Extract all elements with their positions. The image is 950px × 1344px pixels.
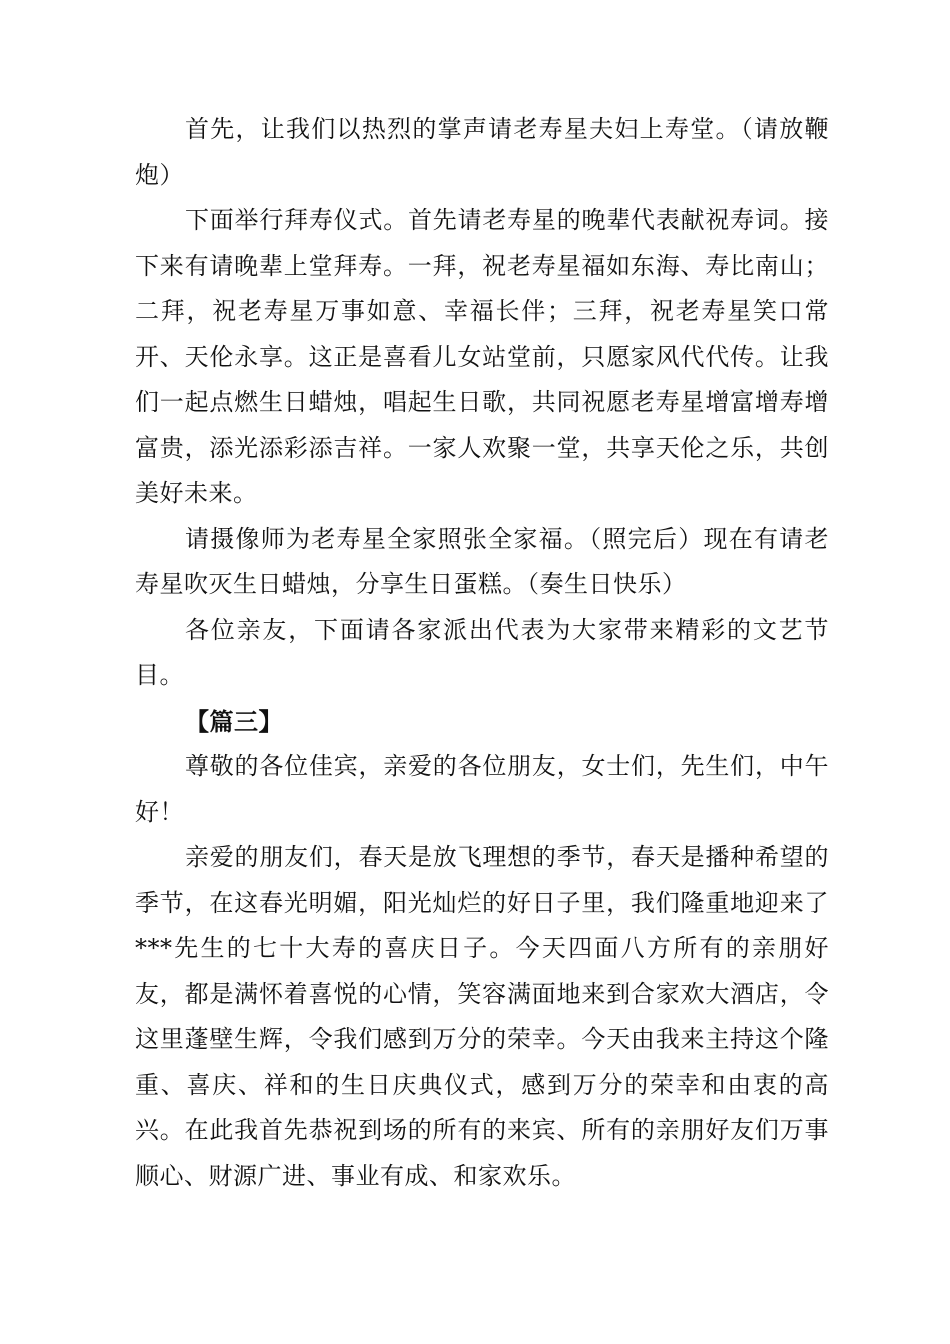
document-body — [135, 107, 829, 1199]
paragraph-greeting: 尊敬的各位佳宾，亲爱的各位朋友，女士们，先生们，中午好！ — [135, 752, 829, 826]
paragraph-opening-ceremony: 首先，让我们以热烈的掌声请老寿星夫妇上寿堂。（请放鞭炮） — [135, 115, 829, 189]
paragraph-speech: 亲爱的朋友们，春天是放飞理想的季节，春天是播种希望的季节，在这春光明媚，阳光灿烂的好日子里，我们隆重地迎来了***先生的七十大寿的喜庆日子。今天四面八方所有的亲朋好友，都是满怀着喜悦的心情，笑容满面地来到合家欢大酒店，令这里蓬壁生辉，令我们感到万分的荣幸。今天由我来主持这个隆重、喜庆、祥和的生日庆典仪式，感到万分的荣幸和由衷的高兴。在此我首先恭祝到场的所有的来宾、所有的亲朋好友们万事顺心、财源广进、事业有成、和家欢乐。 — [135, 843, 829, 1190]
section-heading: 【篇三】 — [185, 706, 283, 736]
paragraph-family-photo: 请摄像师为老寿星全家照张全家福。（照完后）现在有请老寿星吹灭生日蜡烛，分享生日蛋糕。（奏生日快乐） — [135, 524, 829, 598]
paragraph-performances: 各位亲友，下面请各家派出代表为大家带来精彩的文艺节目。 — [135, 615, 829, 689]
paragraph-birthday-ritual: 下面举行拜寿仪式。首先请老寿星的晚辈代表献祝寿词。接下来有请晚辈上堂拜寿。一拜，祝老寿星福如东海、寿比南山；二拜，祝老寿星万事如意、幸福长伴；三拜，祝老寿星笑口常开、天伦永享。这正是喜看儿女站堂前，只愿家风代代传。让我们一起点燃生日蜡烛，唱起生日歌，共同祝愿老寿星增富增寿增富贵，添光添彩添吉祥。一家人欢聚一堂，共享天伦之乐，共创美好未来。 — [135, 206, 829, 507]
